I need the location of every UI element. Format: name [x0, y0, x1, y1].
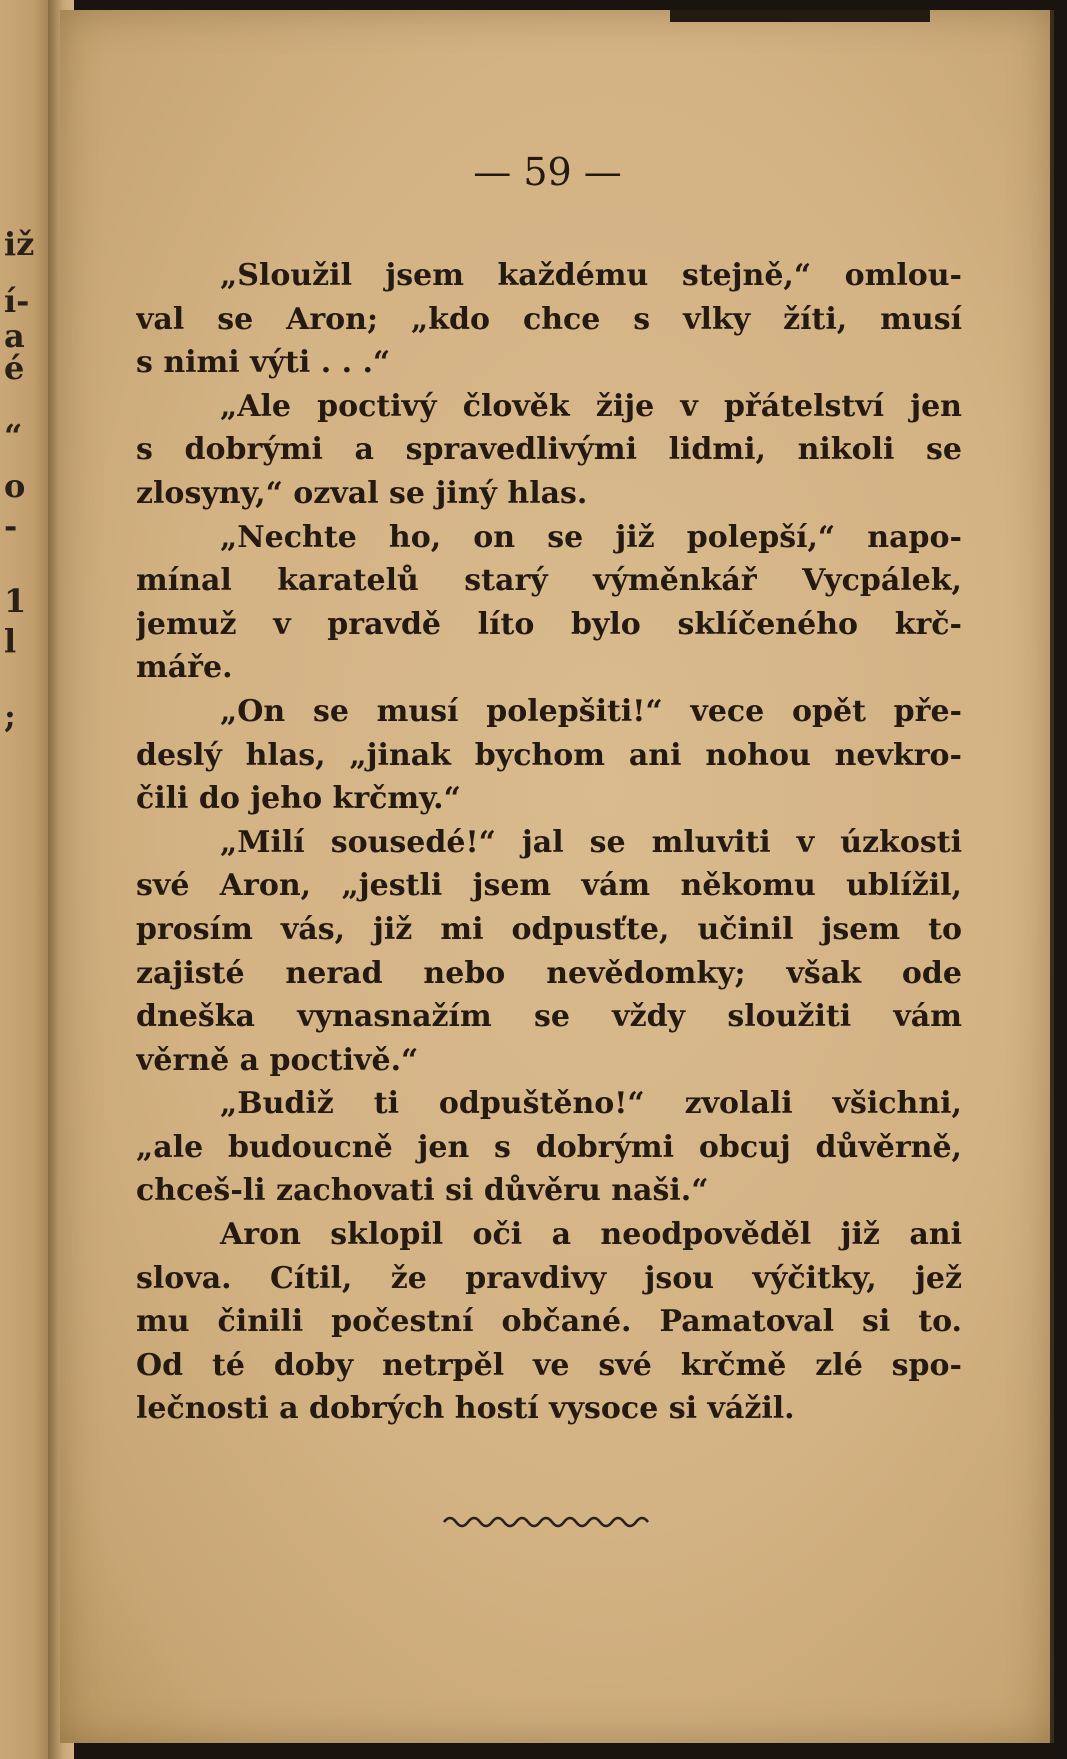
text-line: své Aron, „jestli jsem vám někomu ublížil,	[136, 868, 962, 904]
text-line: věrně a poctivě.“	[136, 1042, 419, 1078]
top-dark-strip	[670, 10, 930, 22]
text-line: s nimi výti . . .“	[136, 345, 391, 381]
left-page-fragment: “	[4, 417, 23, 455]
text-line: máře.	[136, 650, 233, 686]
text-line: s dobrými a spravedlivými lidmi, nikoli se	[136, 432, 962, 468]
text-line: zlosyny,“ ozval se jiný hlas.	[136, 475, 588, 511]
left-page-fragment: a	[4, 317, 25, 355]
text-line: mu činili počestní občané. Pamatoval si to.	[136, 1304, 962, 1340]
text-line: chceš-li zachovati si důvěru naši.“	[136, 1173, 709, 1209]
text-line: dneška vynasnažím se vždy sloužiti vám	[136, 999, 962, 1035]
left-page-fragment: 1	[4, 582, 27, 620]
text-line: val se Aron; „kdo chce s vlky žíti, musí	[136, 301, 962, 337]
left-page-fragment: o	[4, 467, 26, 505]
wavy-line-ornament-icon	[442, 1510, 652, 1530]
text-line: jemuž v pravdě líto bylo sklíčeného krč-	[136, 606, 962, 642]
text-line: Aron sklopil oči a neodpověděl již ani	[220, 1217, 962, 1253]
left-page-fragments	[0, 0, 40, 1759]
text-line: lečnosti a dobrých hostí vysoce si vážil.	[136, 1391, 795, 1427]
left-page-fragment: -	[4, 507, 18, 545]
text-line: „Budiž ti odpuštěno!“ zvolali všichni,	[220, 1086, 962, 1122]
text-line: „On se musí polepšiti!“ vece opět pře-	[220, 693, 962, 729]
text-line: zajisté nerad nebo nevědomky; však ode	[136, 955, 962, 991]
text-line: deslý hlas, „jinak bychom ani nohou nevkro-	[136, 737, 962, 773]
body-text	[136, 254, 962, 1431]
text-line: „ale budoucně jen s dobrými obcuj důvěrně,	[136, 1129, 962, 1165]
left-page-fragment: é	[4, 349, 25, 387]
left-page-fragment: í-	[4, 282, 30, 320]
text-line: „Ale poctivý člověk žije v přátelství jen	[220, 388, 962, 424]
text-line: čili do jeho krčmy.“	[136, 781, 461, 817]
text-line: Od té doby netrpěl ve své krčmě zlé spo-	[136, 1347, 962, 1383]
left-page-fragment: l	[4, 622, 17, 660]
text-line: „Milí sousedé!“ jal se mluviti v úzkosti	[220, 824, 962, 860]
text-line: „Sloužil jsem každému stejně,“ omlou-	[220, 258, 962, 293]
right-page	[60, 10, 1054, 1743]
left-page-fragment: ;	[4, 697, 16, 735]
text-line: prosím vás, již mi odpusťte, učinil jsem to	[136, 911, 962, 947]
text-line: slova. Cítil, že pravdivy jsou výčitky, jež	[136, 1260, 962, 1296]
text-line: „Nechte ho, on se již polepší,“ napo-	[220, 519, 962, 555]
text-line: mínal karatelů starý výměnkář Vycpálek,	[136, 563, 962, 599]
page-number: — 59 —	[473, 150, 622, 194]
left-page-fragment: iž	[4, 225, 35, 263]
